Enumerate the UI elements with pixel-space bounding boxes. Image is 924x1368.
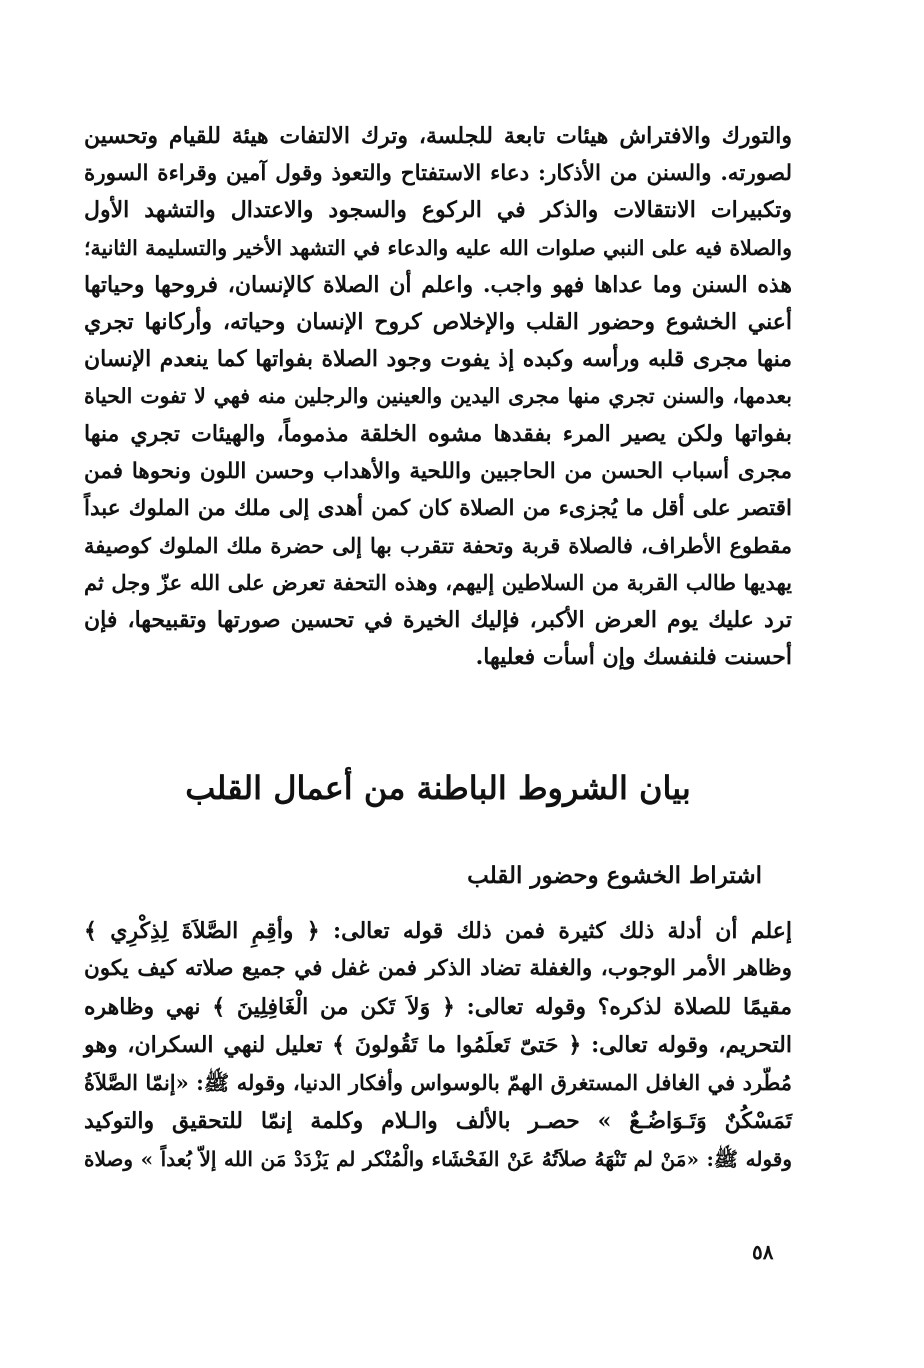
text-line: التحريم، وقوله تعالى: ﴿ حَتىّ تَعلَمُوا ما تَقُولونَ ﴾ تعليل لنهي السكران، وهو: [84, 1032, 792, 1058]
paragraph-khushu-evidence: [84, 912, 792, 1178]
text-line: بعدمها، والسنن تجري منها مجرى اليدين والعينين والرجلين منه فهي لا تفوت الحياة: [84, 384, 792, 409]
text-line: أحسنت فلنفسك وإن أسأت فعليها.: [475, 643, 792, 670]
text-line: إعلم أن أدلة ذلك كثيرة فمن ذلك قوله تعالى: ﴿ وأقِمِ الصَّلاَةَ لِذِكْرِي ﴾: [84, 918, 792, 944]
text-line: مقطوع الأطراف، فالصلاة قربة وتحفة تتقرب بها إلى حضرة ملك الملوك كوصيفة: [84, 533, 792, 559]
text-line: مقيمًا للصلاة لذكره؟ وقوله تعالى: ﴿ وَلاَ تَكن من الْغَافِلِينَ ﴾ نهي وظاهره: [84, 994, 792, 1020]
text-line: أعني الخشوع وحضور القلب والإخلاص كروح الإنسان وحياته، وأركانها تجري: [84, 309, 792, 336]
text-line: وقوله ﷺ: «مَنْ لم تَنْهَهُ صلاَتُهُ عَنْ الفَحْشَاء والْمُنْكر لم يَزْدَدْ مَن الله إلاّ بُعداً » وصلاة: [84, 1147, 792, 1171]
text-line: تَمَسْكُنٌ وَتَـوَاضُـعٌ » حصـر بالألف والـلام وكلمة إنمّا للتحقيق والتوكيد: [84, 1108, 792, 1134]
text-line: بفواتها ولكن يصير المرء بفقدها مشوه الخلقة مذموماً، والهيئات تجري منها: [84, 420, 792, 447]
text-line: مجرى أسباب الحسن من الحاجبين واللحية والأهداب وحسن اللون ونحوها فمن: [84, 458, 792, 484]
text-line: لصورته. والسنن من الأذكار: دعاء الاستفتاح والتعوذ وقول آمين وقراءة السورة: [84, 161, 792, 187]
section-heading: بيان الشروط الباطنة من أعمال القلب: [185, 769, 691, 807]
text-line: مُطّرد في الغافل المستغرق الهمّ بالوسواس وأفكار الدنيا، وقوله ﷺ: «إنمّا الصَّلاَةُ: [84, 1070, 792, 1095]
text-line: اقتصر على أقل ما يُجزىء من الصلاة كان كمن أهدى إلى ملك من الملوك عبداً: [84, 496, 792, 522]
text-line: منها مجرى قلبه ورأسه وكبده إذ يفوت وجود الصلاة بفواتها كما ينعدم الإنسان: [84, 346, 792, 373]
page-number: ٥٨: [752, 1240, 774, 1264]
text-line: والتورك والافتراش هيئات تابعة للجلسة، وترك الالتفات هيئة للقيام وتحسين: [84, 123, 792, 149]
text-line: والصلاة فيه على النبي صلوات الله عليه والدعاء في التشهد الأخير والتسليمة الثانية؛: [84, 235, 792, 260]
text-line: هذه السنن وما عداها فهو واجب. واعلم أن الصلاة كالإنسان، فروحها وحياتها: [84, 271, 792, 298]
paragraph-prayer-sunan: [84, 118, 792, 676]
text-line: ترد عليك يوم العرض الأكبر، فإليك الخيرة في تحسين صورتها وتقبيحها، فإن: [84, 606, 792, 633]
text-line: يهديها طالب القربة من السلاطين إليهم، وهذه التحفة تعرض على الله عزّ وجل ثم: [84, 570, 792, 596]
text-line: وظاهر الأمر الوجوب، والغفلة تضاد الذكر فمن غفل في جميع صلاته كيف يكون: [84, 956, 792, 981]
text-line: وتكبيرات الانتقالات والذكر في الركوع والسجود والاعتدال والتشهد الأول: [84, 197, 792, 224]
subheading: اشتراط الخشوع وحضور القلب: [467, 862, 762, 889]
